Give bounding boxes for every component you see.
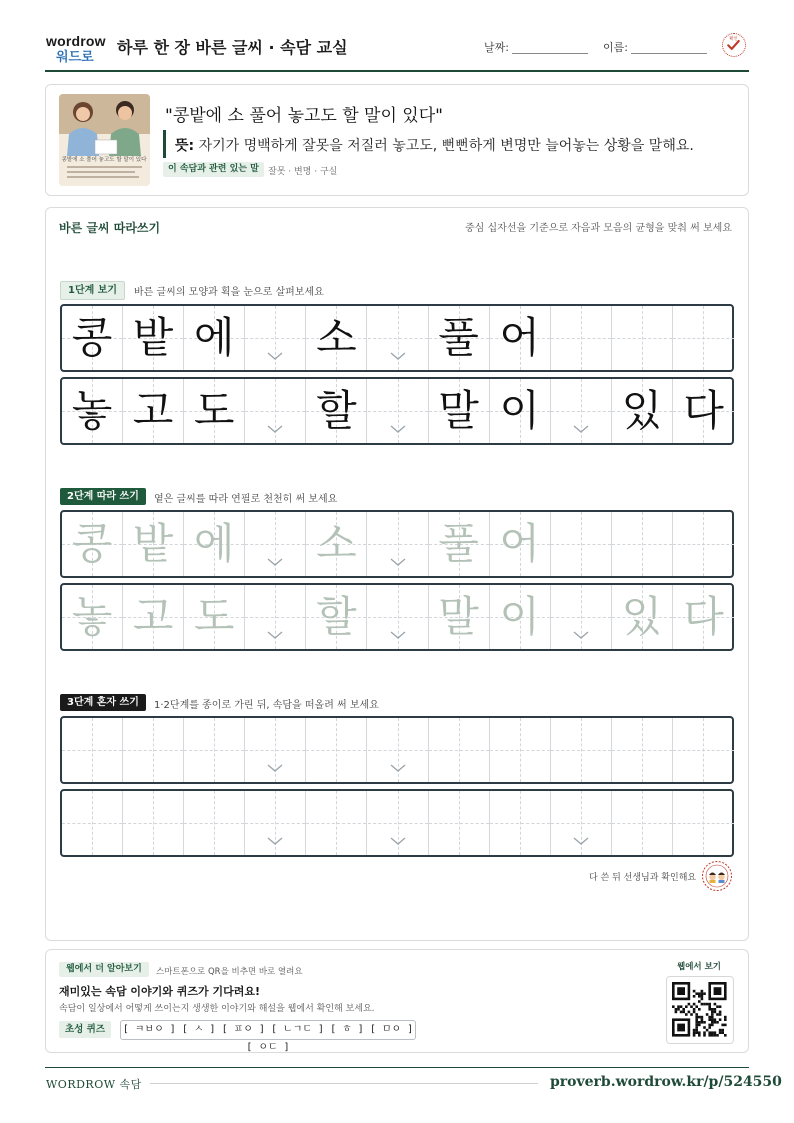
grid-cell[interactable] — [184, 718, 245, 782]
proverb-character: 놓 — [71, 592, 113, 641]
grid-cell — [673, 379, 734, 443]
proverb-character: 이 — [499, 592, 540, 641]
grid-cell — [368, 306, 429, 370]
check-stamp-icon — [722, 33, 746, 57]
grid-cell — [62, 379, 123, 443]
spacing-mark-icon — [266, 835, 284, 847]
grid-cell — [490, 379, 551, 443]
proverb-title: "콩밭에 소 풀어 놓고도 할 말이 있다" — [165, 106, 443, 126]
proverb-character: 에 — [193, 313, 235, 362]
proverb-character: 다 — [683, 386, 724, 435]
qr-label: 웹에서 보기 — [677, 962, 722, 972]
grid-cell — [62, 306, 123, 370]
writing-row[interactable] — [60, 583, 734, 651]
proverb-character: 풀 — [438, 519, 479, 568]
writing-row — [60, 304, 734, 372]
grid-cell — [551, 306, 612, 370]
svg-text:확인: 확인 — [729, 37, 738, 43]
initial-consonant-quiz: [ ㅋㅂㅇ ] [ ㅅ ] [ ㅍㅇ ] [ ㄴㄱㄷ ] [ ㅎ ] [ ㅁㅇ ] [ ㅇㄷ ] — [120, 1020, 416, 1040]
proverb-character: 에 — [193, 519, 235, 568]
spacing-mark-icon — [266, 629, 284, 641]
practice-note: 중심 십자선을 기준으로 자음과 모음의 균형을 맞춰 써 보세요 — [465, 223, 732, 234]
grid-cell[interactable] — [245, 718, 306, 782]
proverb-character: 있 — [621, 386, 663, 435]
writing-row[interactable] — [60, 789, 734, 857]
header-rule — [45, 70, 749, 72]
grid-cell[interactable] — [245, 791, 306, 855]
step3-note: 1·2단계를 종이로 가린 뒤, 속담을 떠올려 써 보세요 — [154, 700, 379, 711]
spacing-mark-icon — [572, 835, 590, 847]
grid-cell[interactable] — [245, 585, 306, 649]
grid-cell[interactable] — [306, 718, 367, 782]
writing-row — [60, 377, 734, 445]
proverb-character: 어 — [499, 313, 540, 362]
meaning-accent-bar — [163, 130, 166, 158]
spacing-mark-icon — [389, 423, 407, 435]
proverb-character: 말 — [438, 386, 479, 435]
writing-row[interactable] — [60, 510, 734, 578]
proverb-character: 풀 — [438, 313, 479, 362]
proverb-character: 소 — [316, 313, 357, 362]
spacing-mark-icon — [389, 629, 407, 641]
grid-cell[interactable] — [123, 512, 184, 576]
svg-text:콩밭에 소 풀어 놓고도 할 말이 있다: 콩밭에 소 풀어 놓고도 할 말이 있다 — [61, 157, 147, 163]
spacing-mark-icon — [266, 423, 284, 435]
proverb-character: 할 — [316, 592, 357, 641]
qr-code[interactable] — [666, 976, 734, 1044]
grid-cell[interactable] — [673, 718, 734, 782]
name-label: 이름: — [603, 41, 628, 54]
promo-sub: 속담이 일상에서 어떻게 쓰이는지 생생한 이야기와 해설을 웹에서 확인해 보세요. — [59, 1004, 375, 1014]
date-field[interactable] — [512, 53, 588, 54]
grid-cell — [429, 379, 490, 443]
proverb-character: 다 — [683, 592, 724, 641]
grid-cell[interactable] — [551, 512, 612, 576]
grid-cell — [245, 306, 306, 370]
grid-cell[interactable] — [123, 791, 184, 855]
grid-cell — [306, 379, 367, 443]
grid-cell[interactable] — [612, 585, 673, 649]
date-label: 날짜: — [484, 41, 509, 54]
name-field[interactable] — [631, 53, 707, 54]
grid-cell — [612, 306, 673, 370]
grid-cell[interactable] — [245, 512, 306, 576]
proverb-character: 말 — [438, 592, 479, 641]
spacing-mark-icon — [389, 350, 407, 362]
grid-cell[interactable] — [123, 585, 184, 649]
grid-cell — [184, 306, 245, 370]
step3-chip: 3단계 혼자 쓰기 — [60, 694, 146, 711]
confirm-note: 다 쓴 뒤 선생님과 확인해요 — [589, 873, 697, 883]
logo-korean: 워드로 — [56, 50, 94, 65]
teacher-stamp-icon — [701, 860, 733, 892]
proverb-character: 도 — [193, 386, 235, 435]
spacing-mark-icon — [389, 556, 407, 568]
proverb-character: 밭 — [132, 313, 174, 362]
proverb-meaning — [175, 135, 694, 155]
step2-note: 옅은 글씨를 따라 연필로 천천히 써 보세요 — [154, 494, 338, 505]
grid-cell[interactable] — [368, 585, 429, 649]
step2-chip: 2단계 따라 쓰기 — [60, 488, 146, 505]
grid-cell[interactable] — [673, 512, 734, 576]
promo-headline: 재미있는 속담 이야기와 퀴즈가 기다려요! — [59, 985, 260, 998]
spacing-mark-icon — [266, 762, 284, 774]
proverb-character: 어 — [499, 519, 540, 568]
grid-cell — [123, 306, 184, 370]
grid-cell[interactable] — [429, 585, 490, 649]
grid-cell[interactable] — [490, 512, 551, 576]
spacing-mark-icon — [389, 762, 407, 774]
writing-row[interactable] — [60, 716, 734, 784]
grid-cell[interactable] — [184, 791, 245, 855]
grid-cell — [368, 379, 429, 443]
grid-cell[interactable] — [429, 718, 490, 782]
wordrow-logo — [46, 33, 108, 63]
proverb-character: 놓 — [71, 386, 113, 435]
proverb-character: 있 — [621, 592, 663, 641]
grid-cell — [123, 379, 184, 443]
footer-divider — [150, 1083, 538, 1084]
page-title: 하루 한 장 바른 글씨 · 속담 교실 — [117, 38, 348, 57]
grid-cell[interactable] — [429, 791, 490, 855]
grid-cell[interactable] — [612, 791, 673, 855]
grid-cell[interactable] — [368, 791, 429, 855]
grid-cell[interactable] — [551, 585, 612, 649]
grid-cell — [673, 306, 734, 370]
grid-cell — [612, 379, 673, 443]
proverb-character: 밭 — [132, 519, 174, 568]
related-words: 잘못 · 변명 · 구실 — [268, 167, 338, 177]
web-more-chip: 웹에서 더 알아보기 — [59, 962, 149, 977]
grid-cell[interactable] — [184, 585, 245, 649]
spacing-mark-icon — [572, 629, 590, 641]
grid-cell[interactable] — [612, 718, 673, 782]
grid-cell[interactable] — [184, 512, 245, 576]
practice-title: 바른 글씨 따라쓰기 — [59, 221, 161, 235]
grid-cell[interactable] — [306, 791, 367, 855]
proverb-illustration — [59, 94, 150, 186]
grid-cell[interactable] — [306, 512, 367, 576]
footer-brand: WORDROW 속담 — [46, 1078, 142, 1091]
grid-cell — [306, 306, 367, 370]
grid-cell[interactable] — [368, 718, 429, 782]
related-words-chip: 이 속담과 관련 있는 말 — [163, 162, 264, 177]
grid-cell[interactable] — [673, 585, 734, 649]
web-note: 스마트폰으로 QR을 비추면 바로 열려요 — [156, 967, 303, 977]
grid-cell[interactable] — [551, 791, 612, 855]
proverb-character: 콩 — [71, 519, 113, 568]
grid-cell — [490, 306, 551, 370]
grid-cell[interactable] — [123, 718, 184, 782]
spacing-mark-icon — [266, 556, 284, 568]
proverb-character: 할 — [316, 386, 357, 435]
spacing-mark-icon — [266, 350, 284, 362]
grid-cell[interactable] — [62, 718, 123, 782]
proverb-character: 고 — [132, 592, 174, 641]
grid-cell[interactable] — [490, 585, 551, 649]
meaning-label: 뜻: — [175, 138, 195, 154]
grid-cell[interactable] — [490, 718, 551, 782]
footer-rule — [45, 1067, 749, 1068]
grid-cell[interactable] — [673, 791, 734, 855]
grid-cell — [429, 306, 490, 370]
grid-cell[interactable] — [368, 512, 429, 576]
grid-cell[interactable] — [551, 718, 612, 782]
proverb-character: 도 — [193, 592, 235, 641]
grid-cell — [184, 379, 245, 443]
step1-note: 바른 글씨의 모양과 획을 눈으로 살펴보세요 — [134, 287, 324, 298]
grid-cell — [245, 379, 306, 443]
grid-cell[interactable] — [62, 512, 123, 576]
proverb-character: 고 — [132, 386, 174, 435]
meaning-text: 자기가 명백하게 잘못을 저질러 놓고도, 뻔뻔하게 변명만 늘어놓는 상황을 말해요. — [198, 138, 694, 154]
proverb-character: 소 — [316, 519, 357, 568]
step1-chip: 1단계 보기 — [60, 281, 125, 300]
grid-cell[interactable] — [490, 791, 551, 855]
grid-cell[interactable] — [612, 512, 673, 576]
footer-url[interactable]: proverb.wordrow.kr/p/524550 — [550, 1074, 782, 1090]
grid-cell[interactable] — [306, 585, 367, 649]
proverb-character: 이 — [499, 386, 540, 435]
grid-cell[interactable] — [62, 791, 123, 855]
grid-cell[interactable] — [62, 585, 123, 649]
spacing-mark-icon — [572, 423, 590, 435]
logo-text: wordrow — [46, 33, 106, 49]
spacing-mark-icon — [389, 835, 407, 847]
quiz-label: 초성 퀴즈 — [59, 1021, 111, 1038]
grid-cell — [551, 379, 612, 443]
proverb-character: 콩 — [71, 313, 113, 362]
grid-cell[interactable] — [429, 512, 490, 576]
